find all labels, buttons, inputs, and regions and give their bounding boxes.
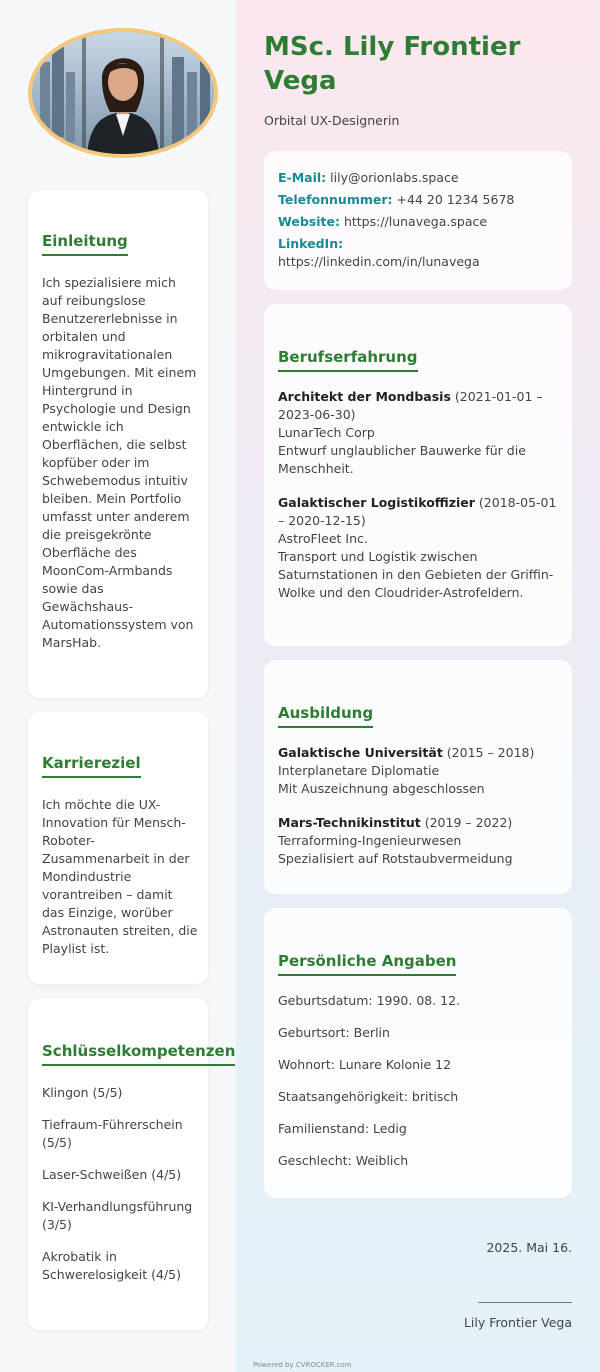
experience-desc: Transport und Logistik zwischen Saturnstationen in den Gebieten der Griffin-Wolke und den Cloudrider-Astrofeldern. <box>278 549 554 600</box>
experience-role: Galaktischer Logistikoffizier <box>278 495 475 510</box>
experience-title: Berufserfahrung <box>278 348 418 372</box>
skill-item: Akrobatik in Schwerelosigkeit (4/5) <box>42 1249 181 1282</box>
signature-line: _______________ <box>478 1288 572 1303</box>
contact-card <box>264 151 572 290</box>
education-entry <box>278 814 562 868</box>
experience-card <box>264 304 572 646</box>
experience-company: LunarTech Corp <box>278 425 375 440</box>
education-entry <box>278 744 562 798</box>
skills-title: Schlüsselkompetenzen <box>42 1042 235 1066</box>
experience-period: (2018-05-01 – 2020-12-15) <box>278 495 557 528</box>
education-school: Galaktische Universität <box>278 745 443 760</box>
goal-card <box>28 712 208 984</box>
skill-item: Klingon (5/5) <box>42 1085 123 1100</box>
job-title: Orbital UX-Designerin <box>264 113 400 128</box>
education-field: Terraforming-Ingenieurwesen <box>278 833 462 848</box>
experience-period: (2021-01-01 – 2023-06-30) <box>278 389 543 422</box>
experience-entry <box>278 494 562 602</box>
skill-item: KI-Verhandlungsführung (3/5) <box>42 1199 193 1232</box>
experience-desc: Entwurf unglaublicher Bauwerke für die Menschheit. <box>278 443 526 476</box>
experience-entry <box>278 388 562 478</box>
goal-text: Ich möchte die UX-Innovation für Mensch-Roboter-Zusammenarbeit in der Mondindustrie vorantreiben – damit das Einzige, worüber Astronauten streiten, die Playlist ist. <box>42 797 198 956</box>
goal-title: Karriereziel <box>42 754 141 778</box>
education-title: Ausbildung <box>278 704 373 728</box>
contact-linkedin <box>278 235 562 271</box>
email-value[interactable]: lily@orionlabs.space <box>330 170 459 185</box>
personal-card <box>264 908 572 1198</box>
personal-title: Persönliche Angaben <box>278 952 456 976</box>
education-note: Spezialisiert auf Rotstaubvermeidung <box>278 851 513 866</box>
personal-item: Geburtsort: Berlin <box>278 1025 390 1040</box>
signature-name: Lily Frontier Vega <box>463 1315 572 1330</box>
personal-item: Wohnort: Lunare Kolonie 12 <box>278 1057 452 1072</box>
skill-item: Tiefraum-Führerschein (5/5) <box>42 1117 183 1150</box>
profile-photo <box>28 28 218 158</box>
phone-label: Telefonnummer: <box>278 192 393 207</box>
personal-item: Geschlecht: Weiblich <box>278 1153 409 1168</box>
document-date: 2025. Mai 16. <box>486 1240 572 1255</box>
website-label: Website: <box>278 214 340 229</box>
intro-title: Einleitung <box>42 232 128 256</box>
skills-list <box>42 1084 198 1298</box>
education-field: Interplanetare Diplomatie <box>278 763 440 778</box>
skills-card <box>28 998 236 1330</box>
phone-value[interactable]: +44 20 1234 5678 <box>396 192 515 207</box>
sidebar <box>0 0 236 1372</box>
contact-website <box>278 213 562 231</box>
education-period: (2015 – 2018) <box>446 745 535 760</box>
linkedin-label: LinkedIn: <box>278 236 344 251</box>
education-card <box>264 660 572 894</box>
candidate-name: MSc. Lily Frontier Vega <box>264 32 521 96</box>
skill-item: Laser-Schweißen (4/5) <box>42 1167 182 1182</box>
website-link[interactable]: https://lunavega.space <box>343 214 488 229</box>
contact-email <box>278 169 562 187</box>
personal-item: Geburtsdatum: 1990. 08. 12. <box>278 993 461 1008</box>
education-period: (2019 – 2022) <box>424 815 513 830</box>
education-note: Mit Auszeichnung abgeschlossen <box>278 781 485 796</box>
email-label: E-Mail: <box>278 170 327 185</box>
intro-text: Ich spezialisiere mich auf reibungslose Benutzererlebnisse in orbitalen und mikrogravitationalen Umgebungen. Mit einem Hintergrund in Psychologie und Design entwickle ich Oberflächen, die selbst kopfüber oder im Schwebemodus intuitiv bleiben. Mein Portfolio umfasst unter anderem die preisgekrönte Oberfläche des MoonCom-Armbands sowie das Gewächshaus-Automationssystem von MarsHab. <box>42 275 197 650</box>
personal-item: Familienstand: Ledig <box>278 1121 407 1136</box>
contact-phone <box>278 191 562 209</box>
intro-card <box>28 190 208 698</box>
linkedin-link[interactable]: https://linkedin.com/in/lunavega <box>278 254 480 269</box>
experience-company: AstroFleet Inc. <box>278 531 368 546</box>
education-school: Mars-Technikinstitut <box>278 815 421 830</box>
powered-by-link[interactable]: Powered by CVROCKER.com <box>253 1361 352 1369</box>
personal-item: Staatsangehörigkeit: britisch <box>278 1089 459 1104</box>
experience-role: Architekt der Mondbasis <box>278 389 451 404</box>
